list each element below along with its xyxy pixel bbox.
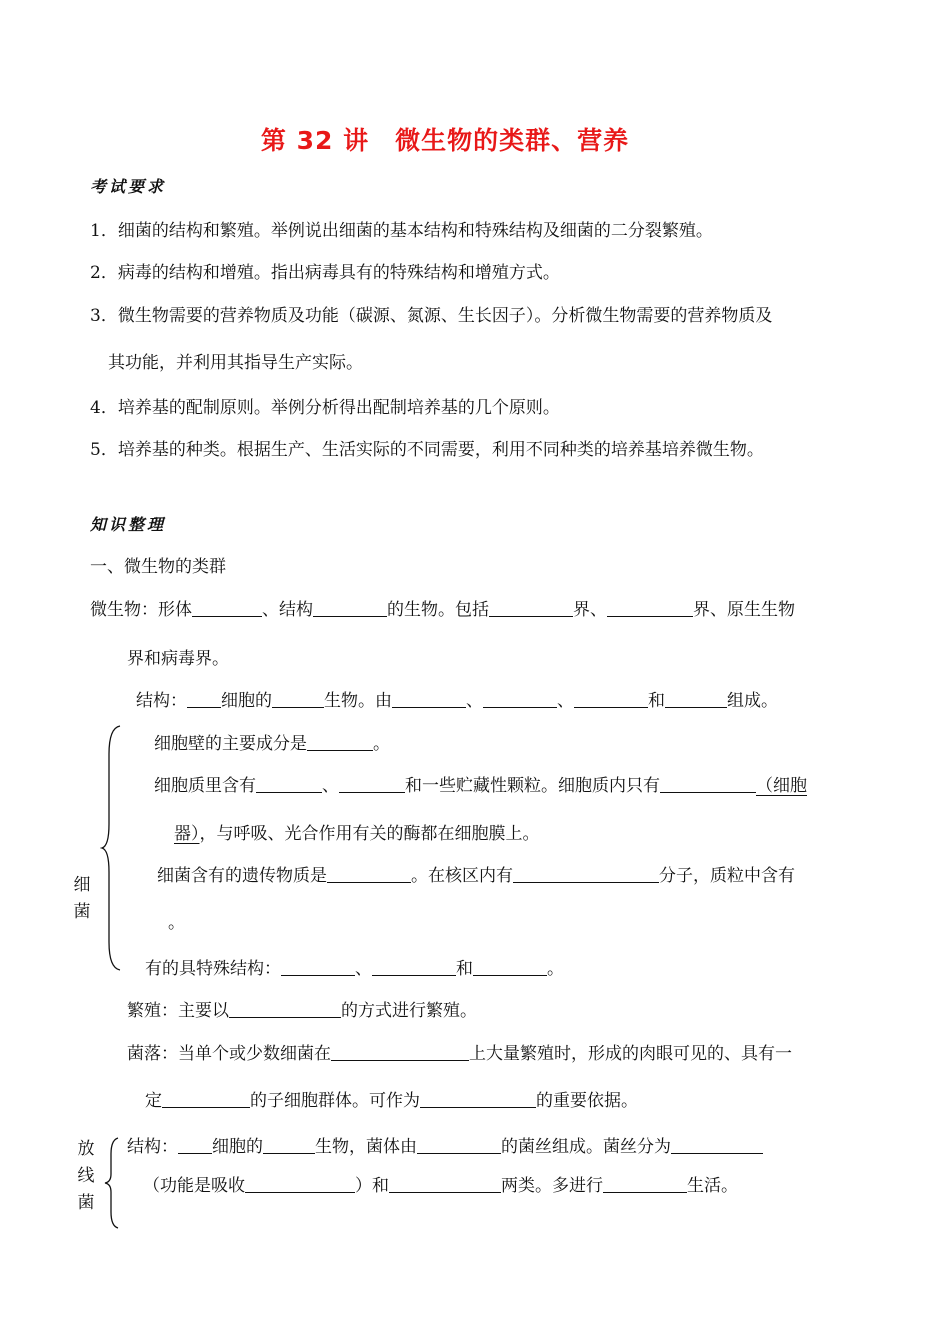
- text-fragment: 、: [466, 691, 483, 711]
- exam-item-3: 3．微生物需要的营养物质及功能（碳源、氮源、生长因子）。分析微生物需要的营养物质及: [90, 306, 773, 326]
- fill-blank[interactable]: [307, 733, 373, 751]
- text-fragment: ，与呼吸、光合作用有关的酶都在细胞膜上。: [199, 824, 540, 844]
- text-fragment: 细胞壁的主要成分是: [154, 734, 307, 754]
- bacteria-brace: [100, 724, 124, 972]
- text-fragment: 和: [456, 959, 473, 979]
- fill-blank[interactable]: [392, 690, 466, 708]
- fill-blank[interactable]: [178, 1136, 212, 1154]
- fill-blank[interactable]: [417, 1136, 501, 1154]
- fill-blank[interactable]: [313, 599, 387, 617]
- text-fragment: 和: [648, 691, 665, 711]
- cytoplasm-line: [154, 775, 807, 797]
- text-fragment: 细菌含有的遗传物质是: [157, 866, 327, 886]
- text-fragment: 微生物：形体: [90, 600, 192, 620]
- special-structure-line: [145, 958, 564, 980]
- text-fragment: 的菌丝组成。菌丝分为: [501, 1137, 671, 1157]
- fill-blank[interactable]: [607, 599, 693, 617]
- section-microbe-groups: 一、微生物的类群: [90, 557, 226, 577]
- text-fragment: 生物，菌体由: [315, 1137, 417, 1157]
- exam-item-2: 2．病毒的结构和增殖。指出病毒具有的特殊结构和增殖方式。: [90, 263, 560, 283]
- text-fragment: 结构：: [127, 1137, 178, 1157]
- fill-blank[interactable]: [671, 1136, 763, 1154]
- text-fragment: 。: [547, 959, 564, 979]
- colony-line: [127, 1043, 792, 1065]
- text-fragment: 。: [373, 734, 390, 754]
- text-fragment: 生物。由: [324, 691, 392, 711]
- bacteria-label: 细菌: [73, 875, 91, 922]
- microbe-definition-line: [90, 599, 795, 621]
- bacteria-structure-line: [136, 690, 778, 712]
- fill-blank[interactable]: [603, 1175, 687, 1193]
- fill-blank[interactable]: [372, 958, 456, 976]
- fill-blank[interactable]: [660, 775, 756, 793]
- text-fragment: 的生物。包括: [387, 600, 489, 620]
- genetic-material-line: [157, 865, 795, 887]
- text-fragment: 生活。: [687, 1176, 738, 1196]
- fill-blank[interactable]: [665, 690, 727, 708]
- colony-cont: [145, 1090, 638, 1112]
- text-fragment: 、: [355, 959, 372, 979]
- exam-requirements-heading: 考试要求: [90, 177, 167, 196]
- fill-blank[interactable]: [420, 1090, 536, 1108]
- fill-blank[interactable]: [263, 1136, 315, 1154]
- text-fragment: 的方式进行繁殖。: [341, 1001, 477, 1021]
- text-fragment: 界、: [573, 600, 607, 620]
- microbe-definition-cont: 界和病毒界。: [127, 649, 229, 669]
- fill-blank[interactable]: [327, 865, 411, 883]
- fill-blank[interactable]: [473, 958, 547, 976]
- text-fragment: 、: [322, 776, 339, 796]
- text-fragment: 细胞的: [221, 691, 272, 711]
- text-fragment: （细胞: [756, 776, 807, 796]
- text-fragment: 的重要依据。: [536, 1091, 638, 1111]
- reproduction-line: [127, 1000, 477, 1022]
- fill-blank[interactable]: [574, 690, 648, 708]
- text-fragment: 、结构: [262, 600, 313, 620]
- text-fragment: ）和: [355, 1176, 389, 1196]
- page-title: 第 32 讲 微生物的类群、营养: [260, 126, 630, 155]
- text-fragment: 菌落：当单个或少数细菌在: [127, 1044, 331, 1064]
- fill-blank[interactable]: [187, 690, 221, 708]
- fill-blank[interactable]: [192, 599, 262, 617]
- text-fragment: 定: [145, 1091, 162, 1111]
- fill-blank[interactable]: [483, 690, 557, 708]
- fill-blank[interactable]: [489, 599, 573, 617]
- text-fragment: 的子细胞群体。可作为: [250, 1091, 420, 1111]
- fill-blank[interactable]: [256, 775, 322, 793]
- fill-blank[interactable]: [272, 690, 324, 708]
- exam-item-3-cont: 其功能，并利用其指导生产实际。: [108, 353, 363, 373]
- text-fragment: 分子，质粒中含有: [659, 866, 795, 886]
- text-fragment: 、: [557, 691, 574, 711]
- text-fragment: 有的具特殊结构：: [145, 959, 281, 979]
- text-fragment: 界、原生生物: [693, 600, 795, 620]
- text-fragment: 上大量繁殖时，形成的肉眼可见的、具有一: [469, 1044, 792, 1064]
- fill-blank[interactable]: [331, 1043, 469, 1061]
- text-fragment: 细胞的: [212, 1137, 263, 1157]
- actinomycetes-label: 放线菌: [77, 1139, 95, 1213]
- fill-blank[interactable]: [339, 775, 405, 793]
- actinomycetes-hyphae-line: [143, 1175, 738, 1197]
- text-fragment: 繁殖：主要以: [127, 1001, 229, 1021]
- fill-blank[interactable]: [389, 1175, 501, 1193]
- text-fragment: 组成。: [727, 691, 778, 711]
- exam-item-1: 1．细菌的结构和繁殖。举例说出细菌的基本结构和特殊结构及细菌的二分裂繁殖。: [90, 221, 713, 241]
- text-fragment: 结构：: [136, 691, 187, 711]
- fill-blank[interactable]: [245, 1175, 355, 1193]
- text-fragment: （功能是吸收: [143, 1176, 245, 1196]
- text-fragment: 细胞质里含有: [154, 776, 256, 796]
- text-fragment: 两类。多进行: [501, 1176, 603, 1196]
- exam-item-5: 5．培养基的种类。根据生产、生活实际的不同需要，利用不同种类的培养基培养微生物。: [90, 440, 764, 460]
- fill-blank[interactable]: [281, 958, 355, 976]
- fill-blank[interactable]: [513, 865, 659, 883]
- fill-blank[interactable]: [229, 1000, 341, 1018]
- text-fragment: 器）: [174, 824, 200, 844]
- genetic-material-cont: 。: [168, 913, 185, 933]
- actinomycetes-brace: [103, 1136, 121, 1230]
- fill-blank[interactable]: [162, 1090, 250, 1108]
- knowledge-heading: 知识整理: [90, 515, 167, 534]
- exam-item-4: 4．培养基的配制原则。举例分析得出配制培养基的几个原则。: [90, 398, 560, 418]
- cytoplasm-cont: [174, 823, 540, 845]
- actinomycetes-structure-line: [127, 1136, 763, 1158]
- text-fragment: 。在核区内有: [411, 866, 513, 886]
- cell-wall-line: [154, 733, 390, 755]
- text-fragment: 和一些贮藏性颗粒。细胞质内只有: [405, 776, 660, 796]
